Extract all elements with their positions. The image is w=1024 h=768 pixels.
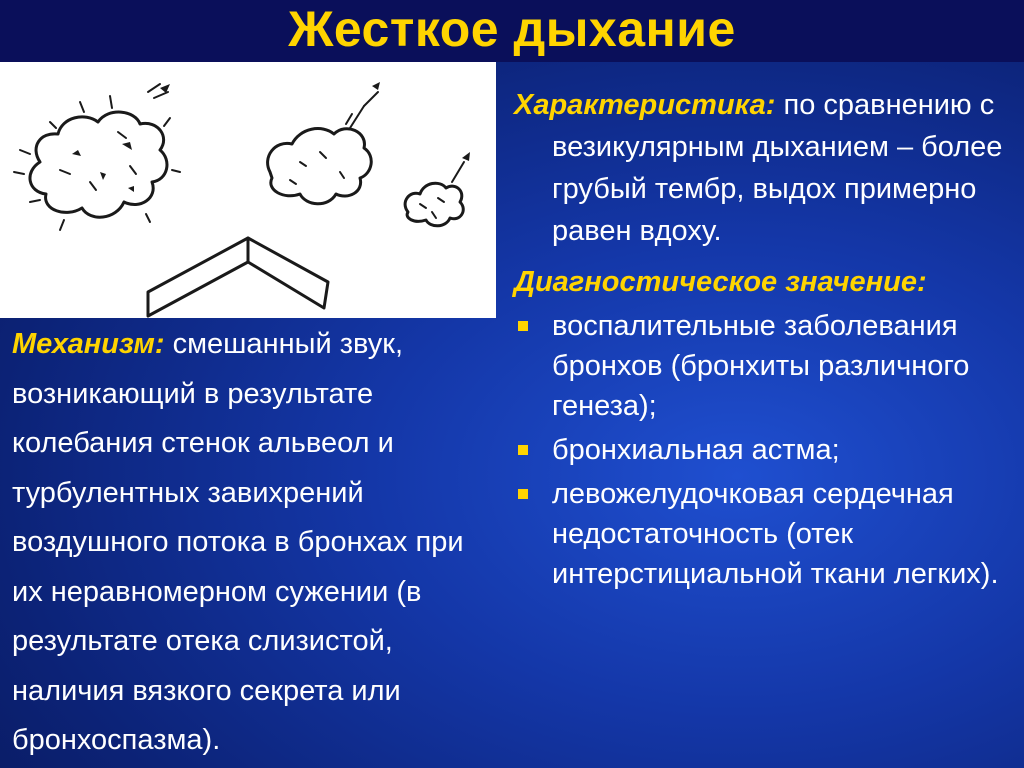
list-item (514, 306, 1014, 426)
mechanism-label: Механизм: (12, 328, 165, 360)
diagnostic-label: Диагностическое значение: (514, 266, 927, 298)
breath-sound-illustration (0, 62, 496, 318)
slide-title: Жесткое дыхание (0, 0, 1024, 62)
large-cloud-icon (14, 84, 180, 230)
characteristic-text: по сравнению с везикулярным дыханием – более грубый тембр, выдох примерно равен вдоху. (552, 89, 1003, 247)
square-bullet-icon (518, 445, 528, 455)
list-item-text: левожелудочковая сердечная недостаточность (отек интерстициальной ткани легких). (552, 478, 999, 590)
diagnostic-list (514, 306, 1014, 594)
mechanism-block (12, 320, 496, 766)
characteristic-label: Характеристика: (514, 89, 776, 121)
characteristic-block (514, 84, 1014, 252)
right-column (514, 84, 1014, 594)
square-bullet-icon (518, 489, 528, 499)
list-item-text: бронхиальная астма; (552, 434, 840, 466)
mechanism-text: смешанный звук, возникающий в результате колебания стенок альвеол и турбулентных завихрений воздушного потока в бронхах при их неравномерном сужении (в результате отека слизистой, наличия вязкого секрета или бронхоспазма). (12, 328, 464, 756)
chevron-roof-icon (148, 238, 328, 316)
list-item (514, 430, 1014, 470)
medium-cloud-icon (268, 82, 380, 204)
list-item (514, 474, 1014, 594)
small-cloud-icon (405, 152, 470, 226)
square-bullet-icon (518, 321, 528, 331)
list-item-text: воспалительные заболевания бронхов (бронхиты различного генеза); (552, 310, 970, 422)
